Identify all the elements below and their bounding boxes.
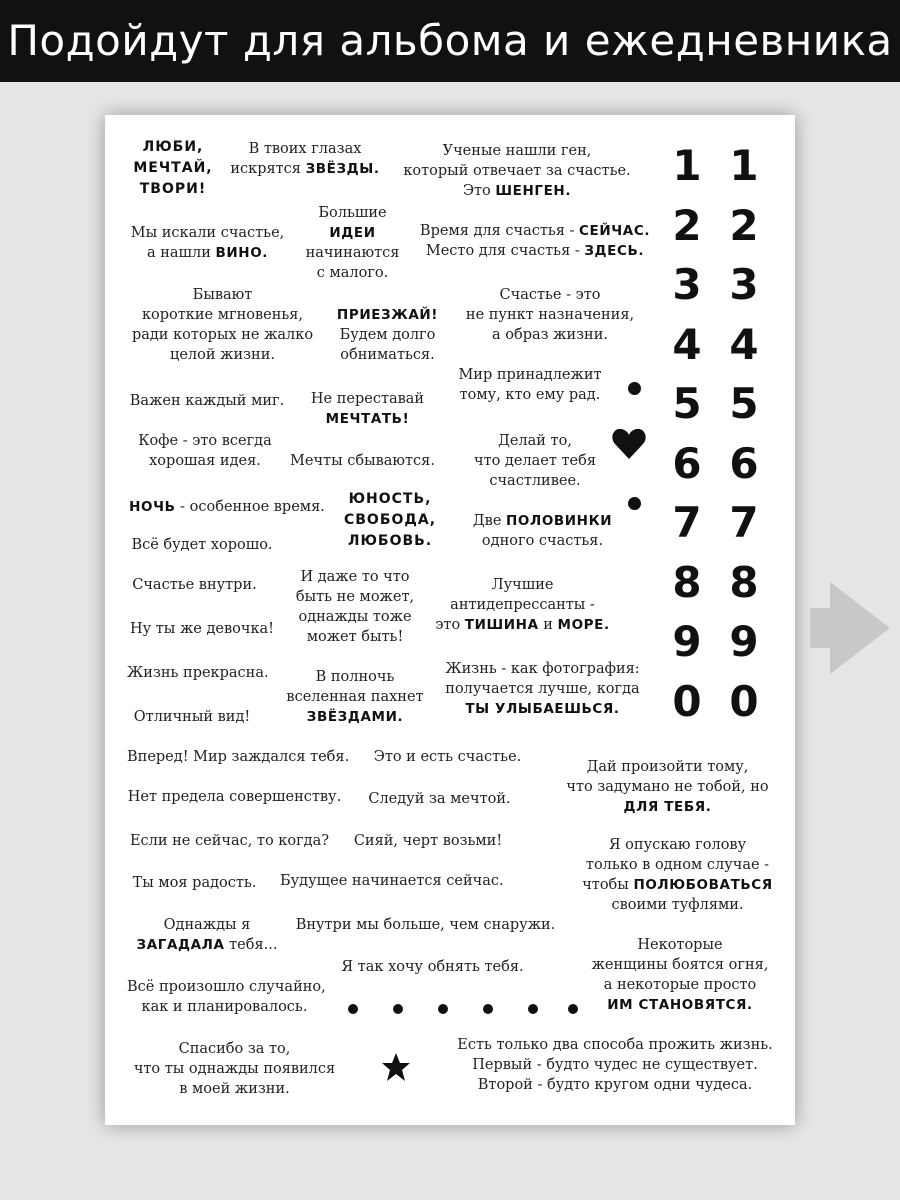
quote: Счастье - это не пункт назначения, а образ жизни. (465, 287, 635, 343)
dot-sticker (628, 497, 641, 510)
quote: Не переставай МЕЧТАТЬ! (310, 391, 425, 427)
dot-sticker (628, 382, 641, 395)
number-sticker: 8 (729, 557, 759, 607)
quote: Однажды я ЗАГАДАЛА тебя... (136, 917, 278, 953)
number-sticker: 5 (672, 379, 702, 428)
number-sticker: 3 (729, 260, 759, 309)
arrow-right-icon (810, 582, 890, 674)
quote: Я опускаю голову только в одном случае - чтобы ПОЛЮБОВАТЬСЯ своими туфлями. (582, 837, 773, 913)
number-sticker: 2 (672, 200, 702, 250)
quote: Время для счастья - СЕЙЧАС. Место для счастья - ЗДЕСЬ. (419, 223, 651, 259)
number-sticker: 4 (729, 319, 759, 369)
quote: Нет предела совершенству. (127, 789, 342, 805)
quote: Делай то, что делает тебя счастливее. (473, 433, 596, 489)
quote: Ты моя радость. (132, 875, 257, 891)
quote: НОЧЬ - особенное время. (129, 499, 325, 515)
quote: Жизнь прекрасна. (127, 665, 269, 681)
quote: Внутри мы больше, чем снаружи. (295, 917, 556, 933)
dot-sticker (438, 1004, 448, 1014)
dot-sticker (393, 1004, 403, 1014)
quote: Вперед! Мир заждался тебя. (127, 749, 350, 765)
quote: Будущее начинается сейчас. (280, 873, 504, 889)
number-sticker: 6 (729, 438, 759, 488)
quote: Я так хочу обнять тебя. (341, 959, 524, 975)
number-sticker: 2 (729, 200, 759, 250)
quote: Жизнь - как фотография: получается лучше, когда ТЫ УЛЫБАЕШЬСЯ. (445, 661, 640, 717)
quote: Лучшие антидепрессанты - это ТИШИНА и МОРЕ. (435, 577, 610, 633)
quote: Отличный вид! (133, 709, 251, 725)
quote: Это и есть счастье. (373, 749, 522, 765)
quote: Бывают короткие мгновенья, ради которых не жалко целой жизни. (131, 287, 314, 363)
dot-sticker (483, 1004, 493, 1014)
quote: Всё будет хорошо. (131, 537, 273, 553)
quote: Есть только два способа прожить жизнь. Первый - будто чудес не существует. Второй - будто кругом одни чудеса. (457, 1037, 773, 1093)
quote: Если не сейчас, то когда? (129, 833, 330, 849)
quote: И даже то что быть не может, однажды тоже может быть! (295, 569, 415, 645)
quote: Мы искали счастье, а нашли ВИНО. (130, 225, 285, 261)
banner-title: Подойдут для альбома и ежедневника (0, 0, 900, 82)
star-icon (381, 1052, 411, 1082)
dot-sticker (348, 1004, 358, 1014)
quote: Мир принадлежит тому, кто ему рад. (458, 367, 602, 403)
dot-sticker (528, 1004, 538, 1014)
dot-sticker (568, 1004, 578, 1014)
quote: В полночь вселенная пахнет ЗВЁЗДАМИ. (286, 669, 424, 725)
number-sticker: 5 (729, 379, 759, 428)
number-sticker: 6 (672, 438, 702, 488)
quote: ЛЮБИ, МЕЧТАЙ, ТВОРИ! (133, 139, 213, 197)
number-sticker: 1 (729, 141, 759, 190)
quote: Важен каждый миг. (129, 393, 285, 409)
number-sticker: 0 (672, 676, 702, 726)
number-sticker: 7 (672, 498, 702, 547)
quote: Счастье внутри. (132, 577, 257, 593)
heart-icon (612, 428, 646, 460)
quote: Спасибо за то, что ты однажды появился в моей жизни. (133, 1041, 336, 1097)
number-sticker: 3 (672, 260, 702, 309)
quote: Дай произойти тому, что задумано не тобой, но ДЛЯ ТЕБЯ. (566, 759, 769, 815)
quote: ПРИЕЗЖАЙ! Будем долго обниматься. (336, 307, 439, 363)
number-sticker: 4 (672, 319, 702, 369)
sticker-sheet (105, 115, 795, 1125)
quote: Кофе - это всегда хорошая идея. (138, 433, 272, 469)
quote: Сияй, черт возьми! (353, 833, 503, 849)
number-sticker: 0 (729, 676, 759, 726)
quote: Две ПОЛОВИНКИ одного счастья. (472, 513, 613, 549)
number-sticker: 9 (729, 617, 759, 666)
quote: Мечты сбываются. (290, 453, 435, 469)
number-sticker: 9 (672, 617, 702, 666)
number-sticker: 8 (672, 557, 702, 607)
quote: Ученые нашли ген, который отвечает за счастье. Это ШЕНГЕН. (403, 143, 631, 199)
quote: Ну ты же девочка! (129, 621, 274, 637)
number-sticker: 1 (672, 141, 702, 190)
number-sticker: 7 (729, 498, 759, 547)
quote: ЮНОСТЬ, СВОБОДА, ЛЮБОВЬ. (343, 491, 437, 549)
quote: Следуй за мечтой. (368, 791, 511, 807)
quote: Некоторые женщины боятся огня, а некоторые просто ИМ СТАНОВЯТСЯ. (591, 937, 769, 1013)
quote: В твоих глазах искрятся ЗВЁЗДЫ. (230, 141, 380, 177)
quote: Всё произошло случайно, как и планировалось. (127, 979, 326, 1015)
quote: Большие ИДЕИ начинаются с малого. (305, 205, 400, 281)
